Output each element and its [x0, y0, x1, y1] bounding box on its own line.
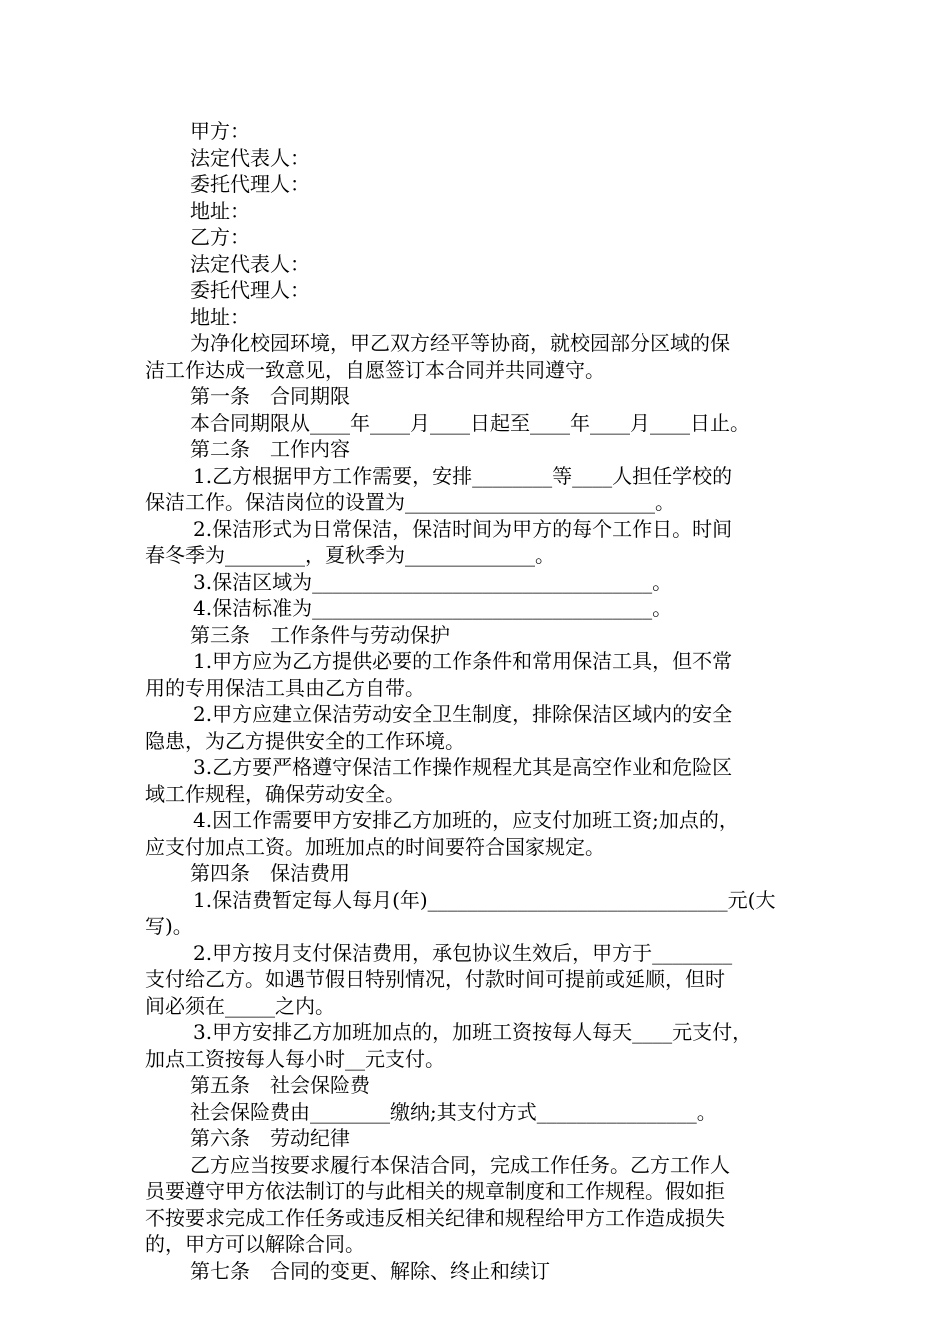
- article-2-item-4: 4.保洁标准为__________________________________。: [193, 596, 673, 620]
- contract-page: [145, 118, 810, 1284]
- article-7-heading: 第七条 合同的变更、解除、终止和续订: [190, 1258, 550, 1283]
- article-4-item-3: 3.甲方安排乙方加班加点的，加班工资按每人每天____元支付，: [193, 1020, 753, 1044]
- article-6-body: 乙方应当按要求履行本保洁合同，完成工作任务。乙方工作人: [190, 1152, 730, 1177]
- party-b-label: 乙方：: [190, 225, 250, 249]
- party-a-agent: 委托代理人：: [190, 172, 310, 196]
- article-4-item-2: 2.甲方按月支付保洁费用，承包协议生效后，甲方于________: [193, 940, 733, 965]
- article-3-item-1-cont: 用的专用保洁工具由乙方自带。: [145, 675, 425, 700]
- article-4-item-3-cont: 加点工资按每人每小时__元支付。: [145, 1046, 445, 1071]
- article-4-item-1-cont: 写)。: [145, 914, 193, 938]
- article-5-body: 社会保险费由________缴纳;其支付方式________________。: [190, 1099, 717, 1124]
- article-5-heading: 第五条 社会保险费: [190, 1073, 370, 1097]
- article-4-item-2-cont: 间必须在_____之内。: [145, 993, 335, 1018]
- article-3-item-2-cont: 隐患，为乙方提供安全的工作环境。: [145, 728, 465, 753]
- article-3-item-4: 4.因工作需要甲方安排乙方加班的，应支付加班工资;加点的，: [193, 808, 739, 832]
- article-1-heading: 第一条 合同期限: [190, 384, 350, 408]
- article-2-item-1-cont: 保洁工作。保洁岗位的设置为_________________________。: [145, 490, 675, 514]
- article-3-item-2: 2.甲方应建立保洁劳动安全卫生制度，排除保洁区域内的安全: [193, 702, 733, 726]
- article-3-heading: 第三条 工作条件与劳动保护: [190, 622, 450, 647]
- party-a-label: 甲方：: [190, 119, 250, 143]
- party-a-legal-rep: 法定代表人：: [190, 145, 310, 170]
- article-6-body-cont: 不按要求完成工作任务或违反相关纪律和规程给甲方工作造成损失: [145, 1205, 725, 1230]
- party-a-address: 地址：: [190, 198, 250, 223]
- preamble-line: 洁工作达成一致意见，自愿签订本合同并共同遵守。: [145, 357, 605, 382]
- article-4-item-1: 1.保洁费暂定每人每月(年)______________________________元(大: [193, 887, 776, 912]
- article-3-item-3-cont: 域工作规程，确保劳动安全。: [145, 781, 405, 806]
- article-2-heading: 第二条 工作内容: [190, 437, 350, 461]
- article-1-body: 本合同期限从____年____月____日起至____年____月____日止。: [190, 410, 750, 435]
- article-3-item-4-cont: 应支付加点工资。加班加点的时间要符合国家规定。: [145, 834, 605, 859]
- article-2-item-2: 2.保洁形式为日常保洁，保洁时间为甲方的每个工作日。时间: [193, 516, 733, 541]
- article-4-item-2-cont: 支付给乙方。如遇节假日特别情况，付款时间可提前或延顺，但时: [145, 967, 725, 991]
- article-6-body-cont: 员要遵守甲方依法制订的与此相关的规章制度和工作规程。假如拒: [145, 1179, 725, 1203]
- preamble-line: 为净化校园环境，甲乙双方经平等协商，就校园部分区域的保: [190, 331, 730, 355]
- article-6-body-cont: 的，甲方可以解除合同。: [145, 1232, 365, 1256]
- article-6-heading: 第六条 劳动纪律: [190, 1126, 350, 1150]
- party-b-legal-rep: 法定代表人：: [190, 251, 310, 276]
- article-2-item-3: 3.保洁区域为__________________________________。: [193, 569, 673, 594]
- article-2-item-1: 1.乙方根据甲方工作需要，安排________等____人担任学校的: [193, 463, 733, 488]
- article-2-item-2-cont: 春冬季为________，夏秋季为_____________。: [145, 543, 555, 567]
- article-3-item-3: 3.乙方要严格遵守保洁工作操作规程尤其是高空作业和危险区: [193, 755, 733, 779]
- party-b-agent: 委托代理人：: [190, 278, 310, 302]
- article-3-item-1: 1.甲方应为乙方提供必要的工作条件和常用保洁工具，但不常: [193, 649, 733, 673]
- article-4-heading: 第四条 保洁费用: [190, 861, 350, 885]
- party-b-address: 地址：: [190, 304, 250, 329]
